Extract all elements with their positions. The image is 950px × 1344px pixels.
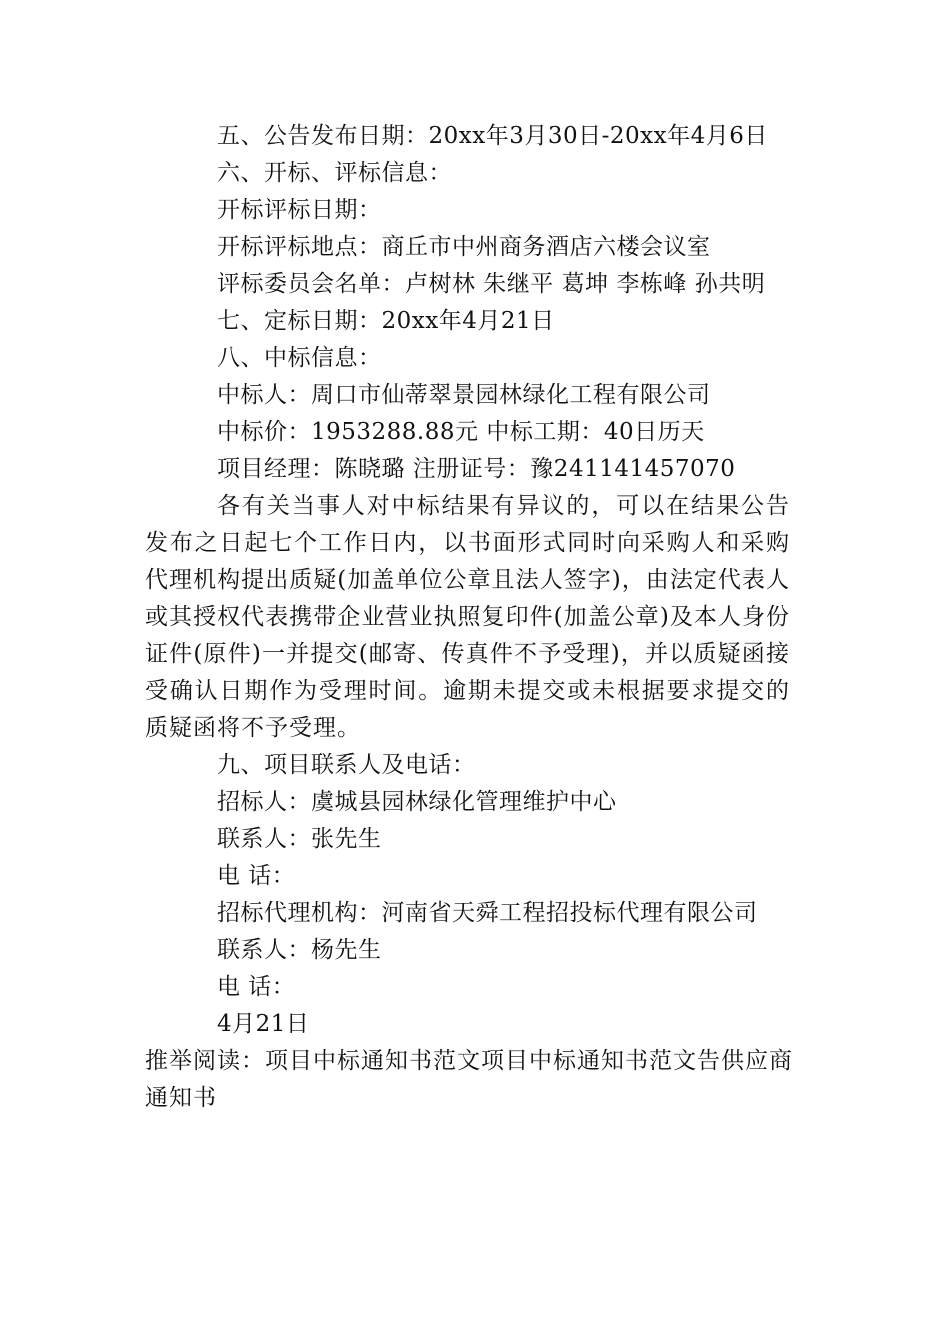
document-date-line: 4月21日	[217, 1011, 310, 1037]
announcement-date-line: 五、公告发布日期：20xx年3月30日-20xx年4月6日	[217, 123, 768, 149]
bid-opening-location-line: 开标评标地点：商丘市中州商务酒店六楼会议室	[217, 234, 711, 260]
tenderer-line: 招标人：虞城县园林绿化管理维护中心	[217, 789, 617, 815]
bid-opening-date-line: 开标评标日期：	[217, 197, 382, 223]
project-manager-line: 项目经理：陈晓璐 注册证号：豫241141457070	[217, 456, 736, 482]
document-body	[145, 118, 795, 1117]
winning-price-line: 中标价：1953288.88元 中标工期：40日历天	[217, 419, 705, 445]
winning-bidder-line: 中标人：周口市仙蒂翠景园林绿化工程有限公司	[217, 382, 711, 408]
agency-phone-line: 电 话：	[217, 974, 296, 1000]
objection-paragraph: 各有关当事人对中标结果有异议的，可以在结果公告发布之日起七个工作日内，以书面形式同时向采购人和采购代理机构提出质疑(加盖单位公章且法人签字)，由法定代表人或其授权代表携带企业营业执照复印件(加盖公章)及本人身份证件(原件)一并提交(邮寄、传真件不予受理)，并以质疑函接受确认日期作为受理时间。逾期未提交或未根据要求提交的质疑函将不予受理。	[145, 493, 790, 741]
bid-opening-heading: 六、开标、评标信息：	[217, 160, 452, 186]
winning-info-heading: 八、中标信息：	[217, 345, 382, 371]
agency-contact-line: 联系人：杨先生	[217, 937, 382, 963]
recommended-reading: 推举阅读：项目中标通知书范文项目中标通知书范文告供应商通知书	[145, 1048, 793, 1111]
tenderer-phone-line: 电 话：	[217, 863, 296, 889]
award-date-line: 七、定标日期：20xx年4月21日	[217, 308, 555, 334]
agency-line: 招标代理机构：河南省天舜工程招投标代理有限公司	[217, 900, 758, 926]
contacts-heading: 九、项目联系人及电话：	[217, 752, 476, 778]
committee-list-line: 评标委员会名单：卢树林 朱继平 葛坤 李栋峰 孙共明	[217, 271, 766, 297]
tenderer-contact-line: 联系人：张先生	[217, 826, 382, 852]
